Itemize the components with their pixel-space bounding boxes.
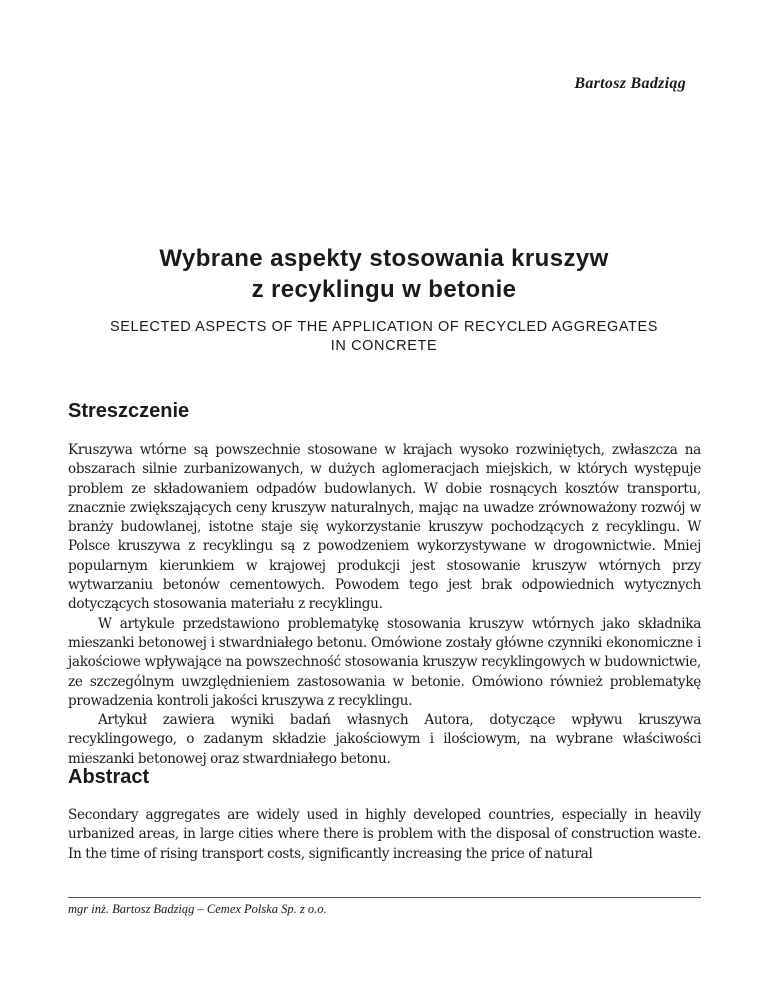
streszczenie-body	[68, 441, 701, 769]
streszczenie-paragraph: Artykuł zawiera wyniki badań własnych Autora, dotyczące wpływu kruszywa recyklingowego, o zadanym składzie jakościowym i ilościowym, na wybrane właściwości mieszanki betonowej oraz stwardniałego betonu.	[68, 712, 701, 767]
abstract-paragraph: Secondary aggregates are widely used in highly developed countries, especially in heavily urbanized areas, in large cities where there is problem with the disposal of construction waste. In the time of rising transport costs, significantly increasing the price of natural	[68, 807, 701, 862]
streszczenie-paragraph: W artykule przedstawiono problematykę stosowania kruszyw wtórnych jako składnika mieszanki betonowej i stwardniałego betonu. Omówione zostały główne czynniki ekonomiczne i jakościowe wpływające na powszechność stosowania kruszyw recyklingowych w budownictwie, ze szczególnym uwzględnieniem zastosowania w betonie. Omówiono również problematykę prowadzenia kontroli jakości kruszywa z recyklingu.	[68, 615, 701, 709]
footnote-divider	[68, 897, 701, 898]
streszczenie-paragraph: Kruszywa wtórne są powszechnie stosowane w krajach wysoko rozwiniętych, zwłaszcza na obszarach silnie zurbanizowanych, w dużych aglomeracjach miejskich, w których występuje problem ze składowaniem odpadów budowlanych. W dobie rosnących kosztów transportu, znacznie zwiększających ceny kruszyw naturalnych, mając na uwadze zrównoważony rozwój w branży budowlanej, istotne staje się wykorzystanie kruszyw pochodzących z recyklingu. W Polsce kruszywa z recyklingu są z powodzeniem wykorzystywane w drogownictwie. Mniej popularnym kierunkiem w krajowej produkcji jest stosowanie kruszyw wtórnych przy wytwarzaniu betonów cementowych. Powodem tego jest brak odpowiednich wytycznych dotyczących stosowania materiału z recyklingu.	[68, 442, 701, 613]
paper-subtitle-line-2: IN CONCRETE	[330, 338, 438, 354]
paper-title-line-1: Wybrane aspekty stosowania kruszyw	[159, 245, 609, 272]
author-affiliation-footnote: mgr inż. Bartosz Badziąg – Cemex Polska Sp. z o.o.	[68, 902, 327, 916]
running-header-author: Bartosz Badziąg	[574, 75, 686, 92]
paper-subtitle-line-1: SELECTED ASPECTS OF THE APPLICATION OF RECYCLED AGGREGATES	[109, 319, 659, 335]
paper-title	[0, 243, 768, 305]
paper-title-line-2: z recyklingu w betonie	[251, 276, 517, 303]
paper-subtitle-english	[0, 318, 768, 356]
abstract-body	[68, 806, 701, 864]
section-heading-abstract: Abstract	[68, 766, 150, 788]
section-heading-streszczenie: Streszczenie	[68, 400, 190, 422]
